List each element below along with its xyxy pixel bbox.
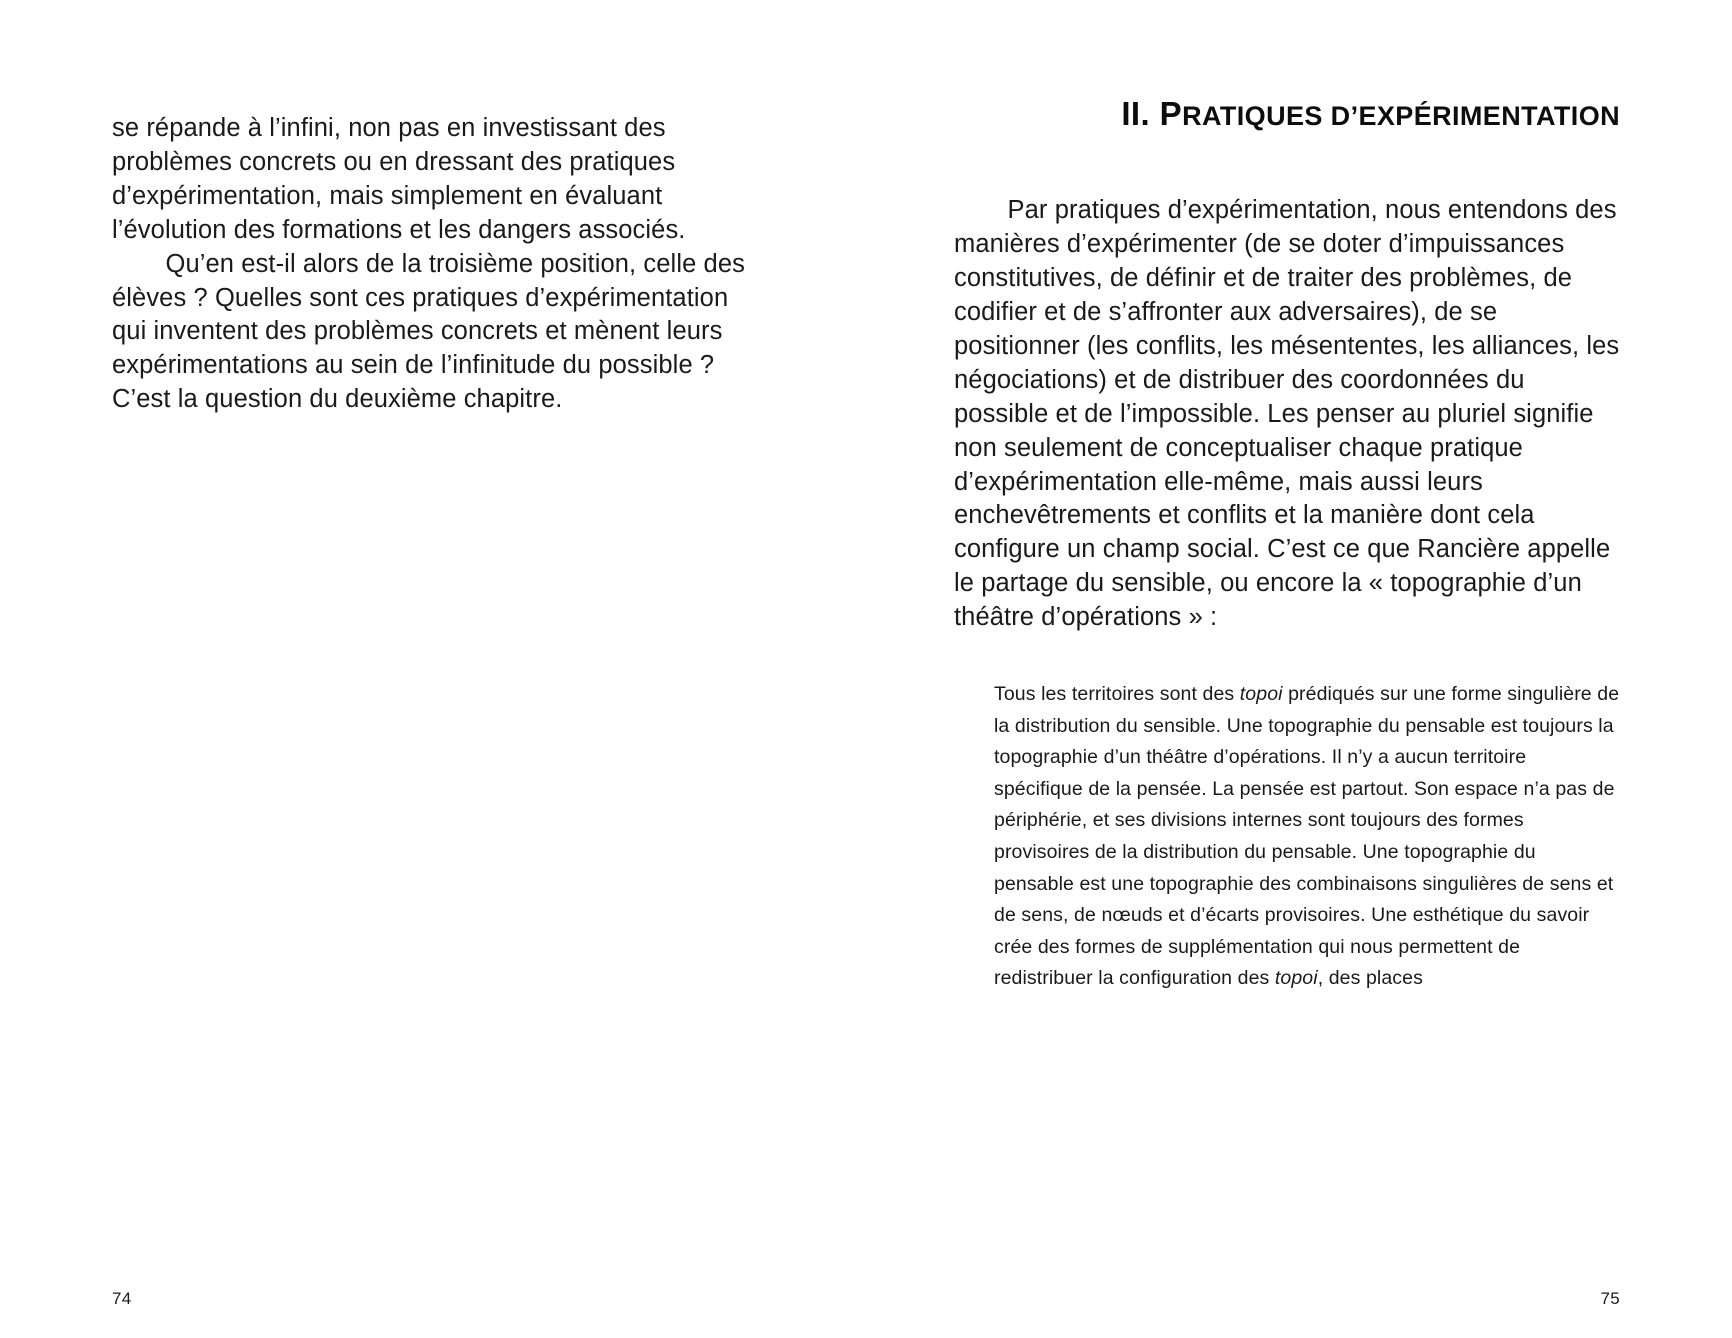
paragraph-continuation: se répande à l’infini, non pas en investissant des problèmes concrets ou en dressant des pratiques d’expérimentation, mais simplement en évaluant l’évolution des formations et les dangers associés. [112,114,686,244]
quote-segment-4-italic: topoi [1274,967,1318,990]
chapter-number: II. [1121,95,1151,132]
blockquote-text [994,679,1620,995]
chapter-heading [954,96,1620,132]
quote-segment-1: Tous les territoires sont des [994,683,1240,706]
blockquote-ranciere [994,679,1620,995]
quote-segment-2-italic: topoi [1239,683,1283,706]
page-right [866,0,1732,1338]
paragraph-question: Qu’en est-il alors de la troisième position, celle des élèves ? Quelles sont ces pratiques d’expérimentation qui inventent des problèmes concrets et mènent leurs expérimentations au sein de l’infinitude du possible ? C’est la question du deuxième chapitre. [112,249,745,414]
paragraph-definition: Par pratiques d’expérimentation, nous entendons des manières d’expérimenter (de se doter d’impuissances constitutives, de définir et de traiter des problèmes, de codifier et de s’affronter aux adversaires), de se positionner (les conflits, les mésententes, les alliances, les négociations) et de distribuer des coordonnées du possible et de l’impossible. Les penser au pluriel signifie non seulement de conceptualiser chaque pratique d’expérimentation elle-même, mais aussi leurs enchevêtrements et conflits et la manière dont cela configure un champ social. C’est ce que Rancière appelle le partage du sensible, ou encore la « topographie d’un théâtre d’opérations » : [954,196,1620,632]
chapter-title-initial: P [1159,95,1183,132]
quote-segment-5: , des places [1317,967,1423,990]
page-number-right: 75 [1600,1289,1620,1308]
chapter-title-text: RATIQUES D’EXPÉRIMENTATION [1182,101,1620,131]
right-page-body [954,194,1620,635]
left-page-body [112,112,746,417]
quote-segment-3: prédiqués sur une forme singulière de la distribution du sensible. Une topographie du pensable est toujours la topographie d’un théâtre d’opérations. Il n’y a aucun territoire spécifique de la pensée. La pensée est partout. Son espace n’a pas de périphérie, et ses divisions internes sont toujours des formes provisoires de la distribution du pensable. Une topographie du pensable est une topographie des combinaisons singulières de sens et de sens, de nœuds et d’écarts provisoires. Une esthétique du savoir crée des formes de supplémentation qui nous permettent de redistribuer la configuration des [994,683,1620,990]
page-number-left: 74 [112,1289,132,1308]
